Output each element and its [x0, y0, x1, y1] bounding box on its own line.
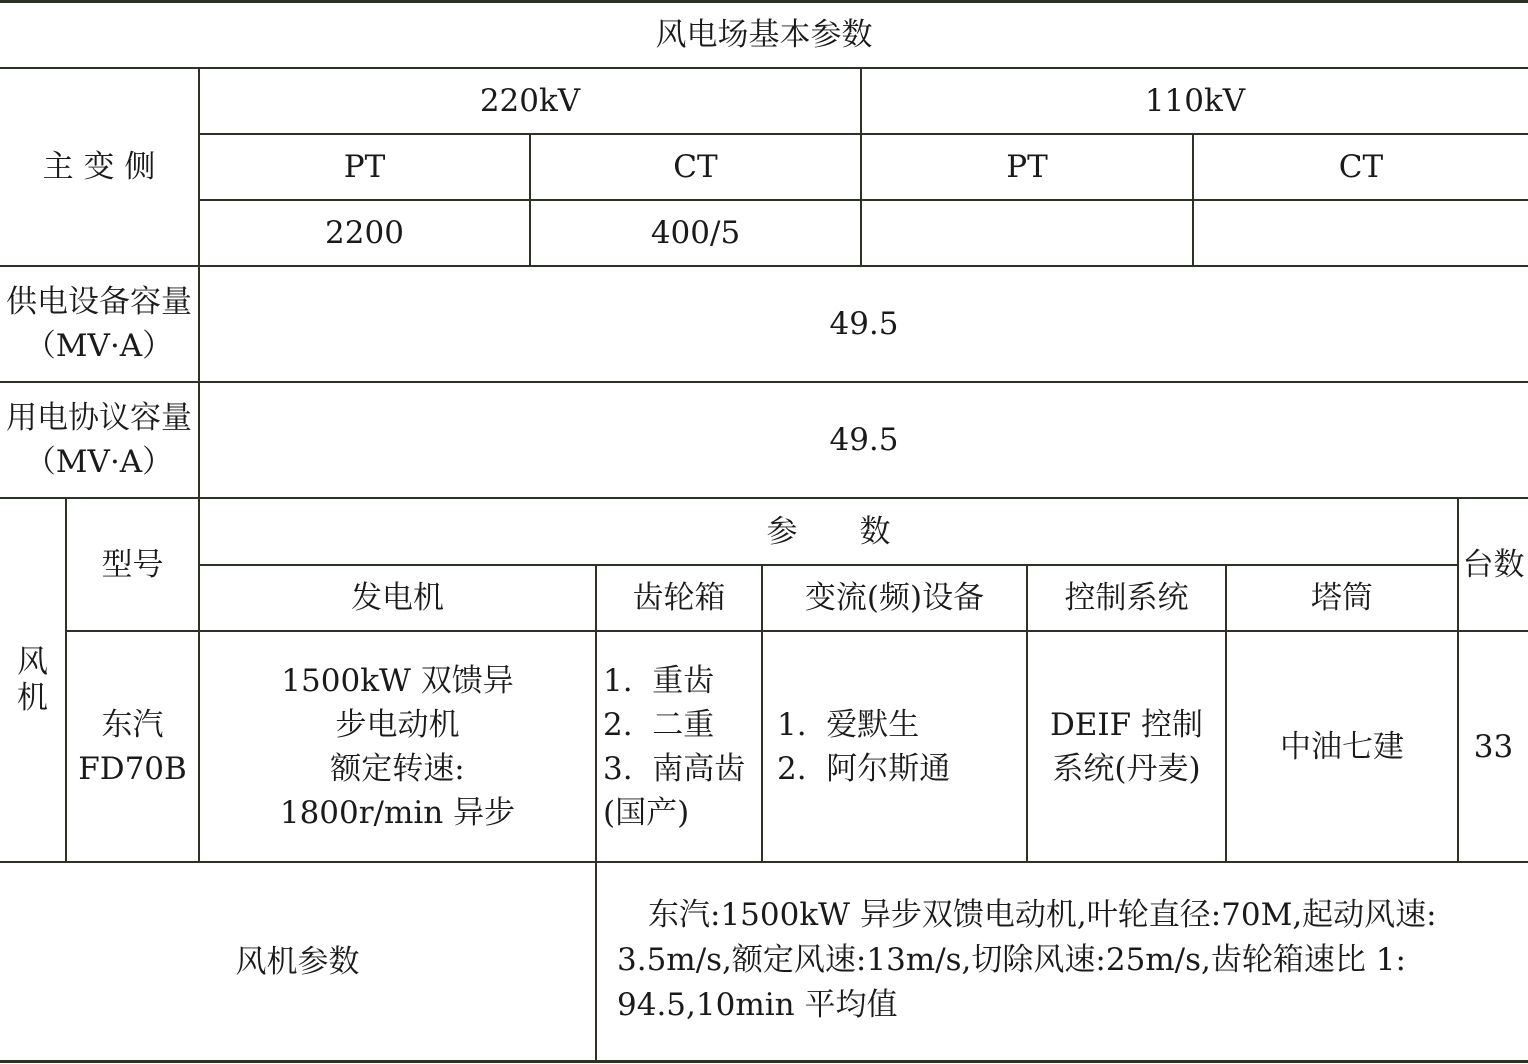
turbine-params-line: 94.5,10min 平均值	[617, 987, 898, 1023]
control-system-value	[1028, 632, 1225, 861]
generator-value-line: 额定转速:	[330, 750, 465, 787]
agreement-capacity-label-line1: 用电协议容量	[6, 400, 192, 436]
agreement-capacity-value: 49.5	[829, 422, 899, 458]
pt-220-header: PT	[343, 149, 386, 185]
supply-capacity-label-unit: （MV·A）	[24, 328, 174, 364]
model-value-line: 东汽	[101, 706, 164, 743]
converter-value-line: 2. 阿尔斯通	[777, 750, 951, 787]
pt-110-value	[862, 201, 1192, 265]
pt-220-value: 2200	[325, 215, 404, 251]
tower-header: 塔筒	[1311, 580, 1373, 616]
converter-value	[763, 632, 1026, 861]
model-header: 型号	[101, 546, 164, 583]
control-system-value-line: DEIF 控制	[1049, 706, 1204, 743]
turbine-group-char: 机	[17, 680, 48, 716]
agreement-capacity-label-unit: （MV·A）	[24, 444, 174, 480]
table-border-bottom	[0, 1060, 1528, 1063]
ct-110-value	[1194, 201, 1528, 265]
control-system-header: 控制系统	[1064, 580, 1189, 616]
generator-value	[200, 632, 595, 861]
control-system-value-line: 系统(丹麦)	[1052, 750, 1201, 787]
generator-value-line: 1500kW 双馈异	[281, 662, 514, 699]
gearbox-value-line: 3. 南高齿	[603, 750, 746, 787]
turbine-params-line: 3.5m/s,额定风速:13m/s,切除风速:25m/s,齿轮箱速比 1:	[617, 942, 1406, 978]
turbine-params-label: 风机参数	[235, 943, 360, 980]
voltage-220kv-header: 220kV	[479, 83, 581, 119]
tower-value: 中油七建	[1280, 728, 1404, 765]
count-header: 台数	[1462, 546, 1525, 583]
converter-value-line: 1. 爱默生	[777, 706, 920, 743]
turbine-params-line: 东汽:1500kW 异步双馈电动机,叶轮直径:70M,起动风速:	[617, 897, 1437, 933]
count-value: 33	[1473, 728, 1514, 765]
turbine-group-char: 风	[17, 644, 48, 680]
table-title: 风电场基本参数	[655, 17, 873, 53]
gearbox-value	[597, 632, 761, 861]
pt-110-header: PT	[1006, 149, 1048, 185]
model-value-line: FD70B	[78, 750, 187, 787]
transformer-side-label: 主 变 侧	[42, 149, 156, 185]
generator-header: 发电机	[351, 580, 444, 616]
supply-capacity-label-line1: 供电设备容量	[6, 284, 192, 320]
ct-110-header: CT	[1338, 149, 1384, 185]
gearbox-value-line: 1. 重齿	[603, 662, 715, 699]
gearbox-header: 齿轮箱	[632, 580, 726, 616]
turbine-params-text	[597, 893, 1528, 1043]
ct-220-value: 400/5	[650, 215, 741, 251]
supply-capacity-label	[0, 267, 198, 381]
params-header: 参 数	[766, 513, 891, 550]
gearbox-value-line: (国产)	[603, 794, 690, 831]
agreement-capacity-label	[0, 383, 198, 497]
voltage-110kv-header: 110kV	[1144, 83, 1246, 119]
generator-value-line: 步电动机	[335, 706, 460, 743]
model-value	[67, 632, 198, 861]
converter-header: 变流(频)设备	[804, 580, 985, 616]
generator-value-line: 1800r/min 异步	[279, 794, 516, 831]
ct-220-header: CT	[673, 149, 718, 185]
supply-capacity-value: 49.5	[829, 306, 899, 342]
turbine-group-label	[0, 499, 65, 861]
gearbox-value-line: 2. 二重	[603, 706, 715, 743]
